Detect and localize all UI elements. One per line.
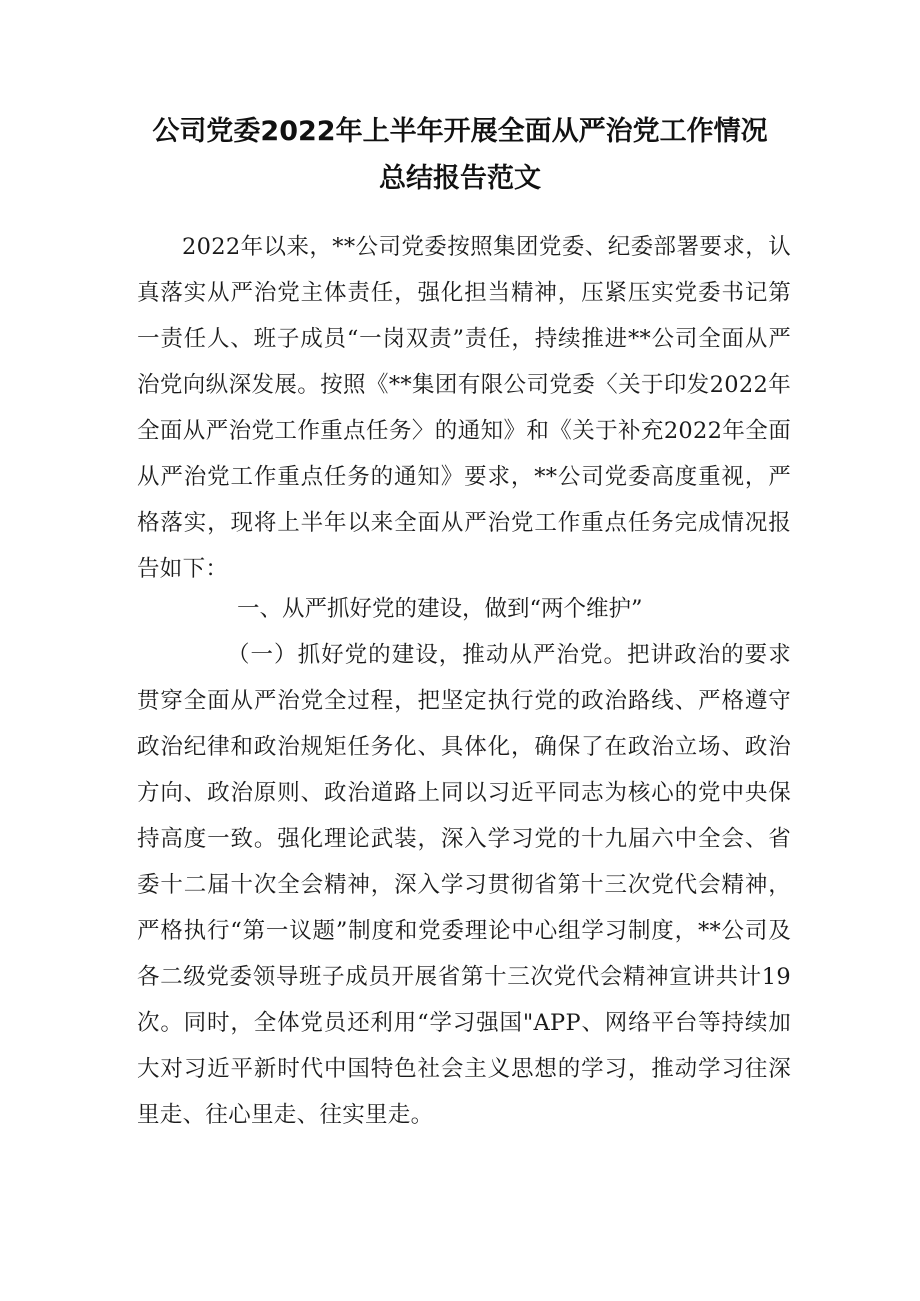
section-1-paragraph-1: （一）抓好党的建设，推动从严治党。把讲政治的要求贯穿全面从严治党全过程，把坚定执行党的政治路线、严格遵守政治纪律和政治规矩任务化、具体化，确保了在政治立场、政治方向、政治原则、政治道路上同以习近平同志为核心的党中央保持高度一致。强化理论武装，深入学习党的十九届六中全会、省委十二届十次全会精神，深入学习贯彻省第十三次党代会精神，严格执行“第一议题”制度和党委理论中心组学习制度，**公司及各二级党委领导班子成员开展省第十三次党代会精神宣讲共计19次。同时，全体党员还利用“学习强国"APP、网络平台等持续加大对习近平新时代中国特色社会主义思想的学习，推动学习往深里走、往心里走、往实里走。 — [137, 642, 791, 1128]
document-title-line-2: 总结报告范文 — [379, 163, 541, 194]
intro-paragraph: 2022年以来，**公司党委按照集团党委、纪委部署要求，认真落实从严治党主体责任，强化担当精神，压紧压实党委书记第一责任人、班子成员“一岗双责”责任，持续推进**公司全面从严治党向纵深发展。按照《**集团有限公司党委〈关于印发2022年全面从严治党工作重点任务〉的通知》和《关于补充2022年全面从严治党工作重点任务的通知》要求，**公司党委高度重视，严格落实，现将上半年以来全面从严治党工作重点任务完成情况报告如下： — [137, 234, 791, 582]
section-heading-1: 一、从严抓好党的建设，做到“两个维护” — [237, 596, 643, 622]
document-title-line-1: 公司党委2022年上半年开展全面从严治党工作情况 — [152, 116, 768, 147]
